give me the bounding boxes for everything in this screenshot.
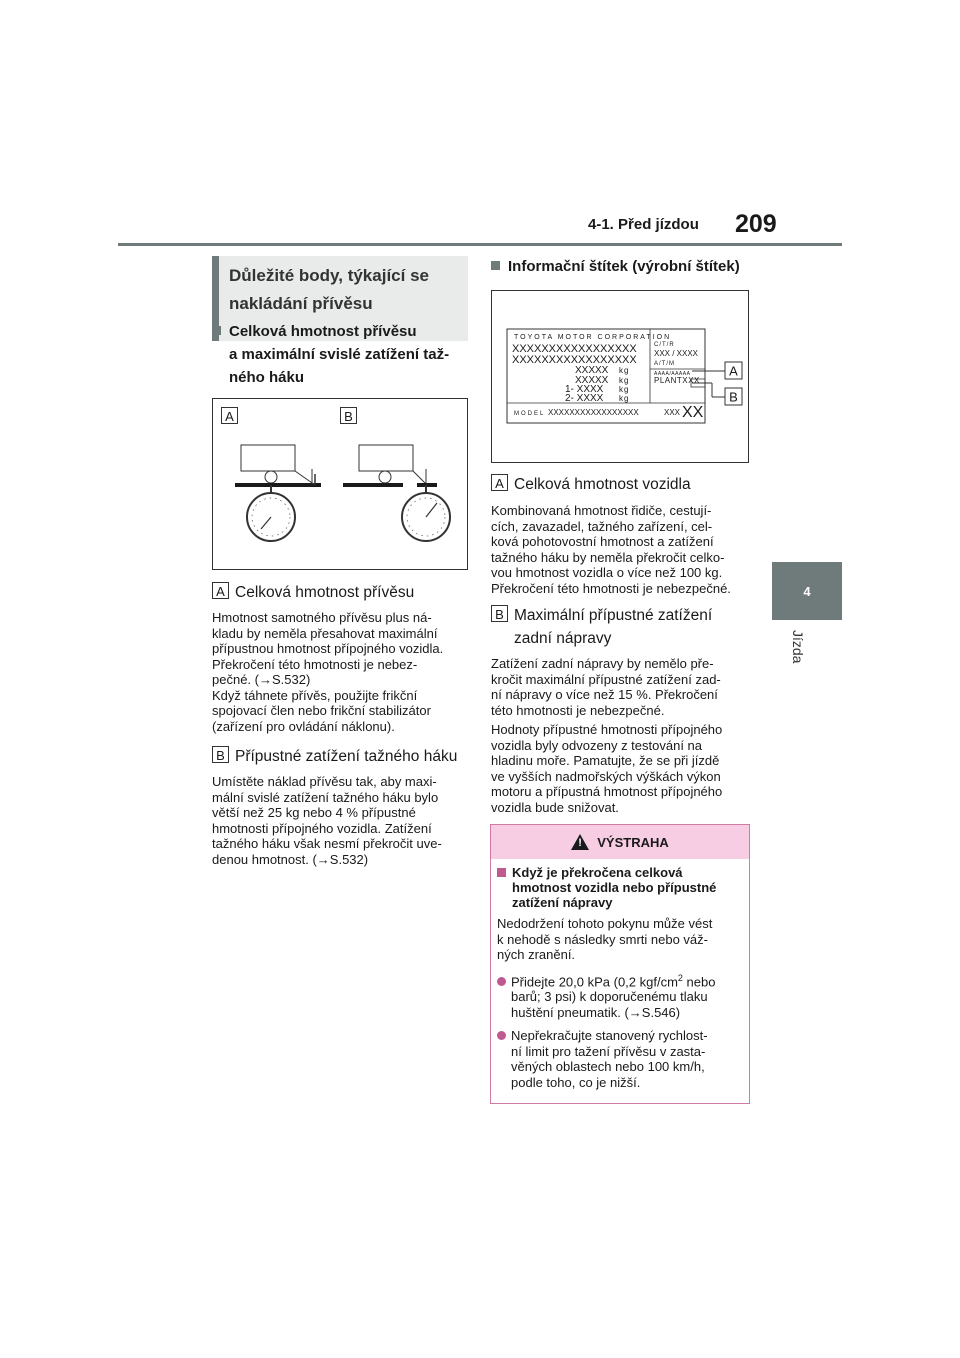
label-b-badge: B [212, 746, 229, 763]
right-item-a [491, 473, 761, 596]
section-title-line-2: nakládání přívěsu [229, 294, 373, 313]
warning-triangle-icon [571, 834, 589, 850]
trailer-figure [212, 398, 468, 570]
left-subhead: Celková hmotnost přívěsu a maximální svislé zatížení taž- ného háku [212, 320, 472, 389]
warning-subhead: Když je překročena celková hmotnost vozidla nebo přípustné zatížení nápravy [497, 865, 743, 910]
label-b-badge: B [491, 605, 508, 622]
warning-dot-bullet-icon [497, 1031, 506, 1040]
square-bullet-icon [491, 261, 500, 270]
right-item-b [491, 604, 761, 815]
right-item-b-title: B Maximální přípustné zatížení zadní nápravy [491, 604, 761, 650]
plate-weight-4: 2- XXXX [565, 393, 604, 404]
plate-plant-dash: AAAA/AAAAA [654, 371, 691, 377]
section-title-line-1: Důležité body, týkající se [229, 266, 429, 285]
plate-kg-1: kg [619, 366, 630, 375]
left-item-b-text: Umístěte náklad přívěsu tak, aby maxi- mální svislé zatížení tažného háku bylo větší než 25 kg nebo 4 % přípustné hmotnosti přípojného vozidla. Zatížení tažného háku však nesmí překročit uve- denou hmotnost. (→S.532) [212, 774, 442, 867]
left-item-a [212, 581, 474, 734]
figure-label-b: B [340, 407, 357, 424]
plate-weight-1: XXXXX [575, 365, 609, 376]
section-header: 4-1. Před jízdou [588, 216, 699, 233]
label-a-badge: A [491, 474, 508, 491]
right-item-b-note: Hodnoty přípustné hmotnosti přípojného vozidla byly odvozeny z testování na hladinu moře. Pamatujte, že se při jízdě ve vyšších nadmořských výškách výkon motoru a přípustná hmotnost přípojného vozidla bude snižovat. [491, 722, 723, 815]
plate-ctr-value: XXX / XXXX [654, 349, 699, 358]
chapter-tab: 4 [772, 562, 842, 620]
warning-box [490, 824, 750, 1104]
left-item-a-title: A Celková hmotnost přívěsu [212, 581, 474, 605]
warning-header [491, 825, 749, 859]
warning-intro: Nedodržení tohoto pokynu může vést k nehodě s následky smrti nebo váž- ných zranění. [497, 916, 713, 962]
right-item-a-title: A Celková hmotnost vozidla [491, 473, 761, 497]
plate-model-label: MODEL [514, 411, 546, 417]
right-item-b-text: Zatížení zadní nápravy by nemělo pře- kročit maximální přípustné zatížení zad- ní nápravy o více než 15 %. Překročení této hmotnosti je nebezpečné. [491, 656, 721, 718]
plate-kg-3: kg [619, 385, 630, 394]
plate-model-code: XXX [664, 408, 681, 417]
plate-ctr-label: C/T/R [654, 342, 675, 348]
plate-model-value: XXXXXXXXXXXXXXXXX [548, 408, 639, 417]
plate-plant: PLANTXXX [654, 376, 700, 385]
plate-callout-b: B [729, 389, 738, 405]
plate-vin-2: XXXXXXXXXXXXXXXXX [512, 354, 637, 366]
plate-weight-2: XXXXX [575, 375, 609, 386]
square-bullet-icon [212, 326, 221, 335]
figure-label-a: A [221, 407, 238, 424]
page-number: 209 [735, 210, 777, 238]
plate-kg-4: kg [619, 394, 630, 403]
right-item-a-text: Kombinovaná hmotnost řidiče, cestují- cích, zavazadel, tažného zařízení, cel- ková pohotovostní hmotnost a zatížení tažného háku by neměla překročit celko- vou hmotnost vozidla o více než 100 kg. Překročení této hmotnosti je nebezpečné. [491, 503, 731, 596]
warning-bullet-2: Nepřekračujte stanovený rychlost- ní limit pro tažení přívěsu v zasta- věných oblastech nebo 100 km/h, podle toho, co je nižší. [497, 1028, 743, 1090]
warning-title: VÝSTRAHA [597, 834, 669, 850]
left-item-b [212, 745, 474, 867]
information-plate-figure [491, 290, 749, 463]
plate-maker: TOYOTA MOTOR CORPORATION [514, 334, 672, 341]
warning-square-bullet-icon [497, 868, 506, 877]
right-subhead: Informační štítek (výrobní štítek) [491, 256, 761, 278]
header-rule [118, 243, 842, 246]
left-item-b-title: B Přípustné zatížení tažného háku [212, 745, 474, 769]
information-plate-illustration [492, 291, 748, 462]
warning-dot-bullet-icon [497, 977, 506, 986]
plate-model-big: XX [682, 404, 704, 421]
plate-kg-2: kg [619, 376, 630, 385]
label-a-badge: A [212, 582, 229, 599]
plate-weight-3: 1- XXXX [565, 384, 604, 395]
plate-atm-label: A/T/M [654, 361, 675, 367]
plate-vin-1: XXXXXXXXXXXXXXXXX [512, 343, 637, 355]
left-item-a-text: Hmotnost samotného přívěsu plus ná- kladu by neměla přesahovat maximální přípustnou hmotnost přípojného vozidla. Překročení této hmotnosti je nebez- pečné. (→S.532) Když táhnete přívěs, použijte frikční spojovací člen nebo frikční stabilizátor (zařízení pro ovládání náklonu). [212, 610, 444, 734]
chapter-tab-label: Jízda [790, 630, 806, 664]
trailer-weighing-illustration [213, 399, 467, 569]
plate-callout-a: A [729, 363, 738, 379]
warning-bullet-1: Přidejte 20,0 kPa (0,2 kgf/$cm^2$ nebo barů; 3 psi) k doporučenému tlaku huštění pneumatik. (→S.546) [497, 971, 743, 1021]
